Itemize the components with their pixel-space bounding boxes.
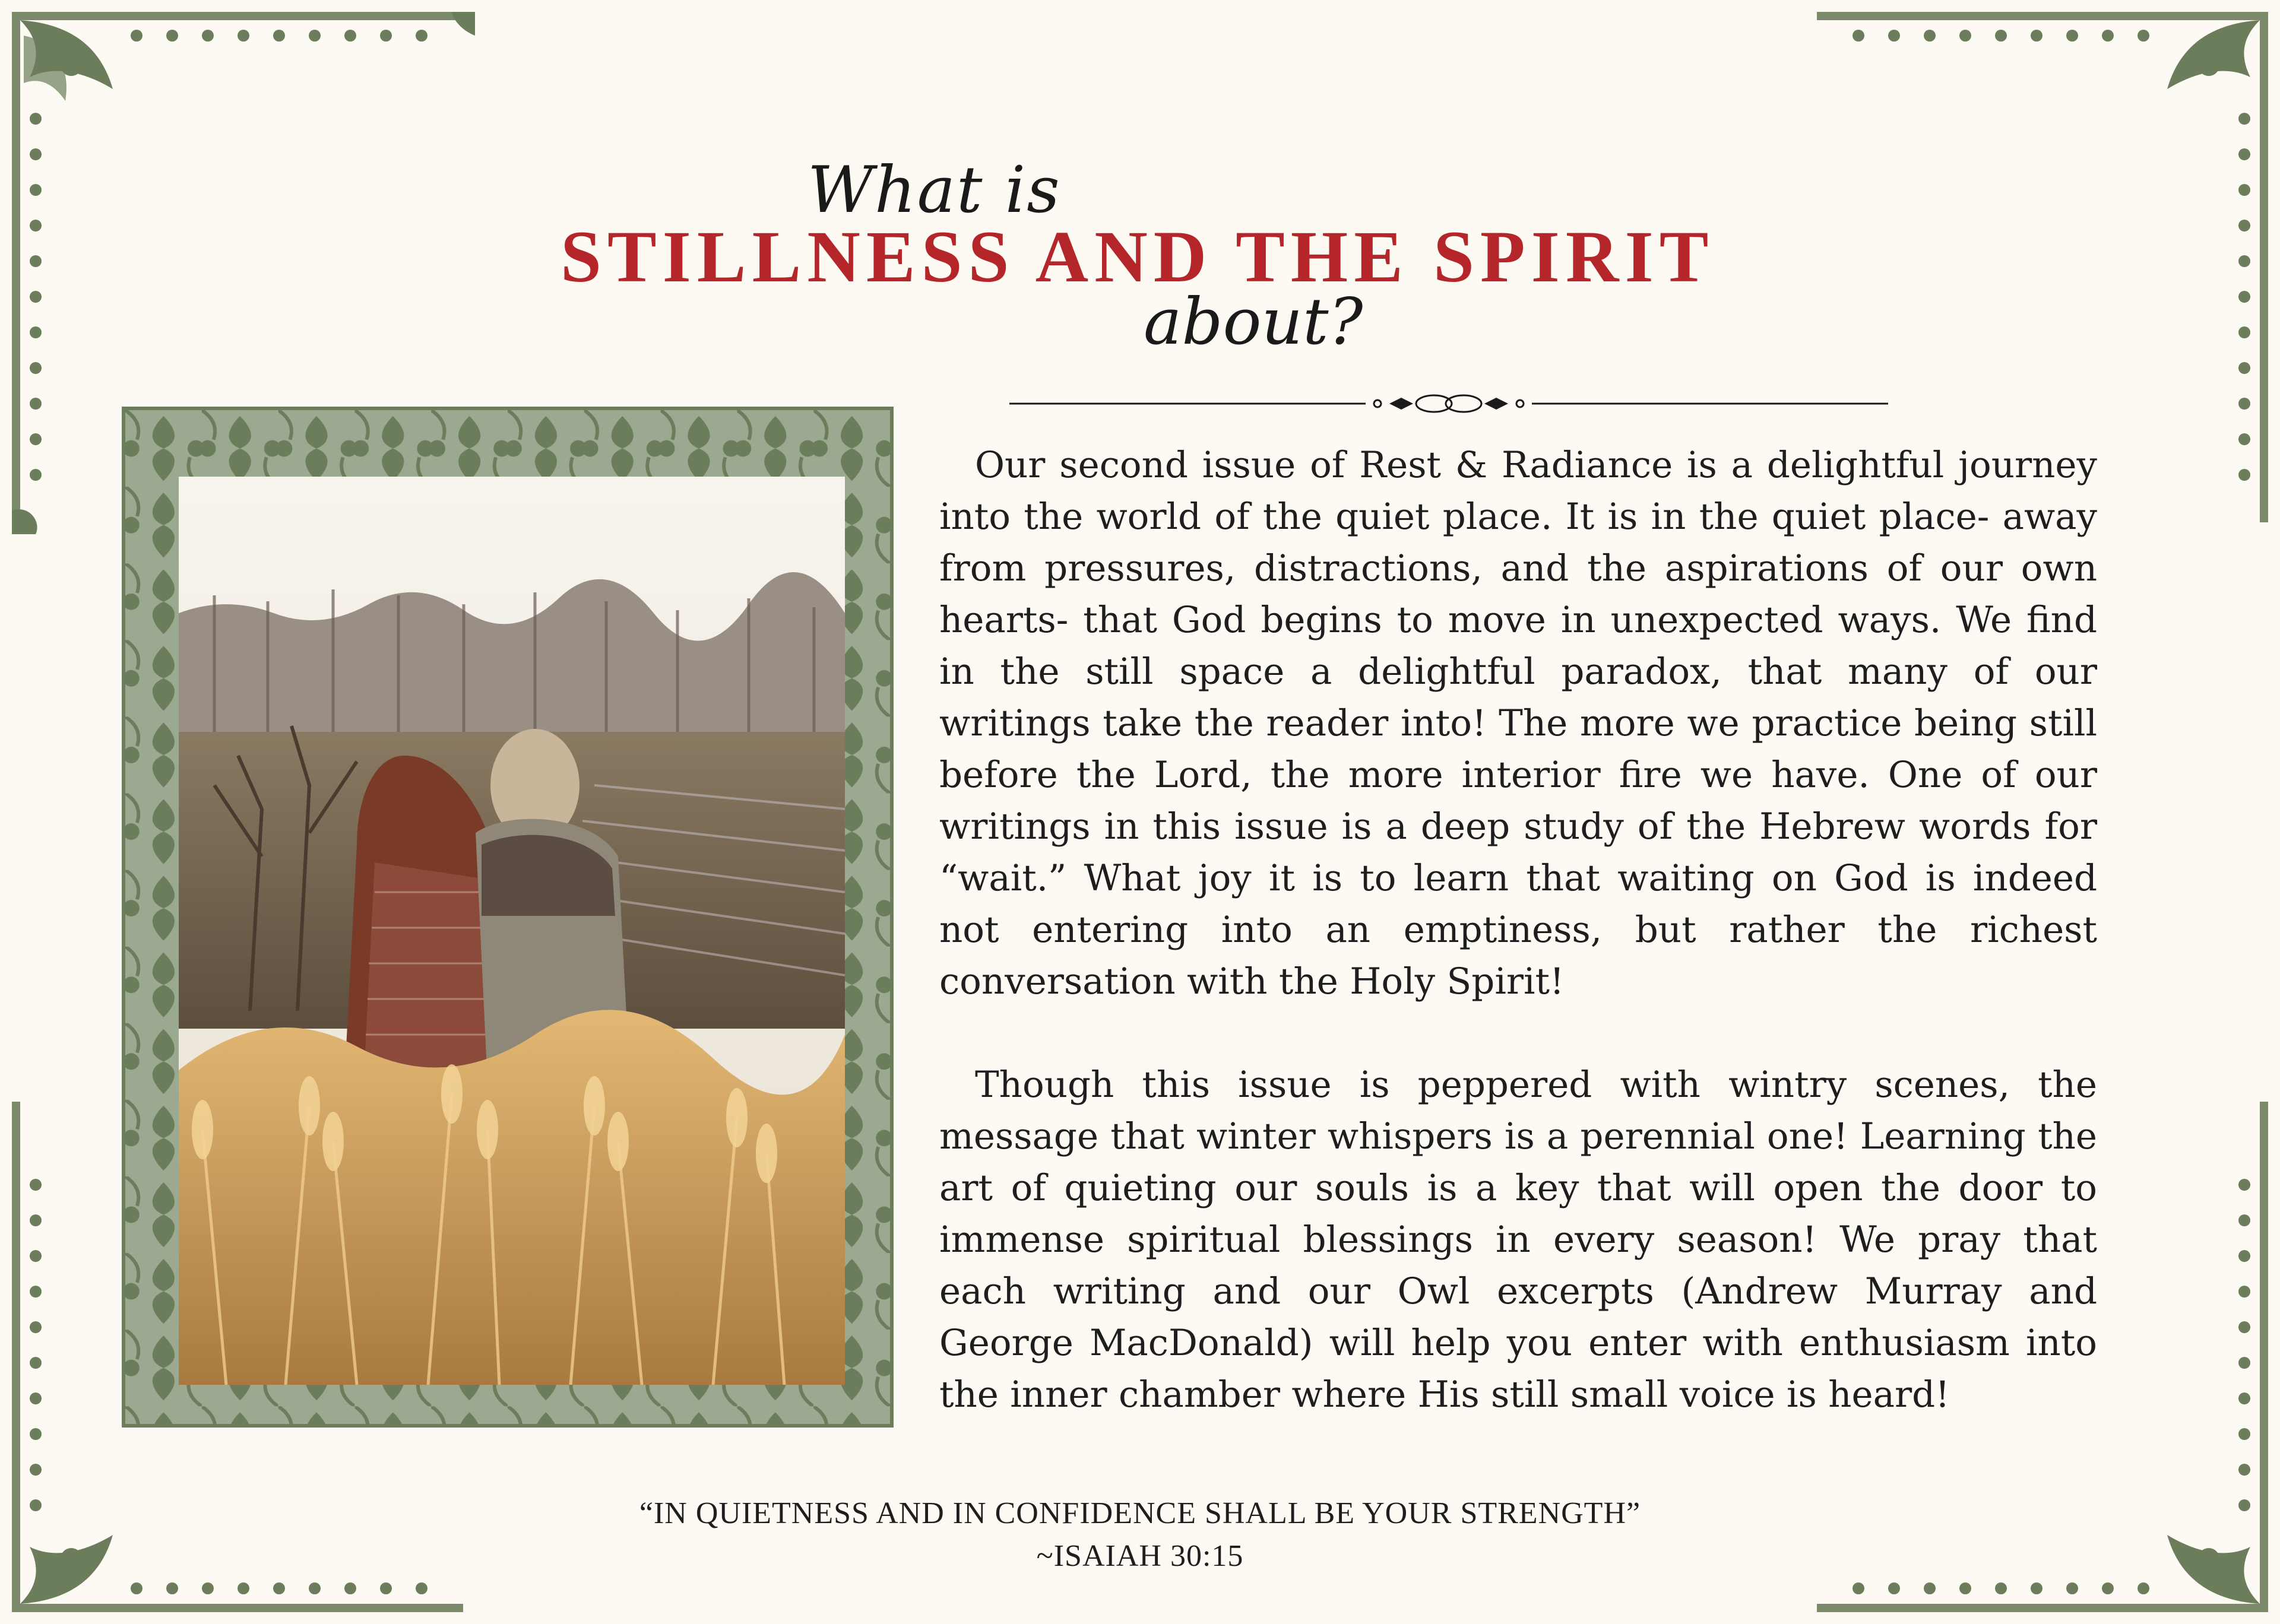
article-body: [939, 439, 2097, 1420]
page-heading: [0, 0, 2280, 380]
photo-two-women-in-winter-field: [179, 477, 845, 1385]
photo-frame: [122, 407, 894, 1428]
body-paragraph-2: Though this issue is peppered with wintry scenes, the message that winter whispers is a perennial one! Learning the art of quieting our souls is a key that will open the door to immense spiritual blessings in every season! We pray that each writing and our Owl excerpts (Andrew Murray and George MacDonald) will help you enter with enthusiasm into the inner chamber where His still small voice is heard!: [939, 1064, 2097, 1416]
scripture-quote: “IN QUIETNESS AND IN CONFIDENCE SHALL BE YOUR STRENGTH”: [639, 1496, 1641, 1530]
body-paragraph-1: Our second issue of Rest & Radiance is a delightful journey into the world of the quiet place. It is in the quiet place- away from pressures, distractions, and the aspirations of our own hearts- that God begins to move in unexpected ways. We find in the still space a delightful paradox, that many of our writings take the reader into! The more we practice being still before the Lord, the more interior fire we have. One of our writings in this issue is a deep study of the Hebrew words for “wait.” What joy it is to learn that waiting on God is indeed not entering into an emptiness, but rather the richest conversation with the Holy Spirit!: [939, 444, 2097, 1003]
heading-lead: What is: [808, 153, 1061, 227]
page-title: STILLNESS AND THE SPIRIT: [560, 216, 1715, 297]
heading-tail: about?: [1144, 285, 1363, 359]
divider-flourish: [1009, 389, 1888, 418]
scripture-citation: ~ISAIAH 30:15: [1036, 1539, 1244, 1573]
